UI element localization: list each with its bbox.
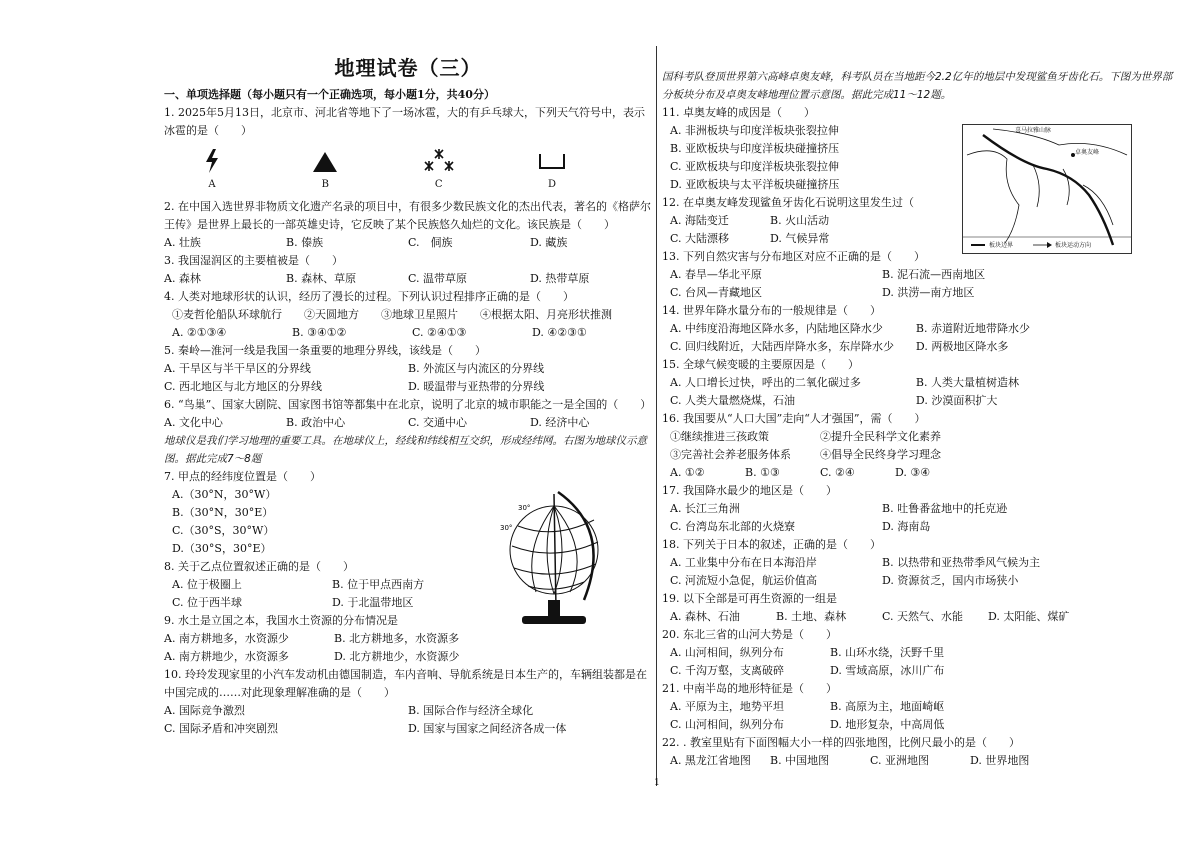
option: B. 位于甲点西南方 bbox=[332, 578, 425, 591]
question-6-options bbox=[164, 414, 652, 432]
option: C. 大陆漂移 bbox=[670, 232, 730, 245]
option: C. 山河相间，纵列分布 bbox=[670, 718, 785, 731]
question-17: 17. 我国降水最少的地区是（ ） bbox=[662, 484, 837, 497]
option: B. 高原为主，地面崎岖 bbox=[830, 700, 945, 713]
option: C. 温带草原 bbox=[408, 272, 468, 285]
plate-map-drawing bbox=[963, 125, 1131, 253]
exam-title: 地理试卷（三） bbox=[334, 56, 482, 80]
item: ④倡导全民终身学习理念 bbox=[820, 448, 941, 461]
option: A. 黑龙江省地图 bbox=[670, 754, 751, 767]
question-6: 6. “鸟巢”、国家大剧院、国家图书馆等都集中在北京，说明了北京的城市职能之一是全国的（ ） bbox=[164, 398, 652, 411]
option: C. 西北地区与北方地区的分界线 bbox=[164, 380, 323, 393]
weather-option-c bbox=[409, 148, 469, 194]
page-number: 1 bbox=[654, 778, 660, 788]
question-16-items bbox=[662, 428, 970, 464]
question-17-options bbox=[662, 500, 1094, 536]
option: D. 地形复杂，中高周低 bbox=[830, 718, 945, 731]
option: B. 北方耕地多，水资源多 bbox=[334, 632, 460, 645]
intro-11-12: 国科考队登顶世界第六高峰卓奥友峰，科考队员在当地距今2.2亿年的地层中发现鲨鱼牙齿化石。下图为世界部分板块分布及卓奥友峰地理位置示意图。据此完成11～12题。 bbox=[662, 71, 1173, 101]
lat-label: 30° bbox=[518, 504, 531, 512]
option: A. 中纬度沿海地区降水多，内陆地区降水少 bbox=[670, 322, 883, 335]
question-14: 14. 世界年降水量分布的一般规律是（ ） bbox=[662, 304, 881, 317]
option: A. 森林 bbox=[164, 272, 201, 285]
option: A. 工业集中分布在日本海沿岸 bbox=[670, 556, 817, 569]
option-label: A bbox=[208, 179, 216, 190]
option: A. 南方耕地少，水资源多 bbox=[164, 650, 289, 663]
question-20: 20. 东北三省的山河大势是（ ） bbox=[662, 628, 837, 641]
option: B. 赤道附近地带降水少 bbox=[915, 322, 1030, 335]
weather-option-d bbox=[522, 148, 582, 194]
option: D. 热带草原 bbox=[530, 272, 590, 285]
option: D. 气候异常 bbox=[770, 232, 830, 245]
option-label: D bbox=[547, 179, 556, 190]
question-3-options bbox=[164, 270, 652, 288]
option: B. ③④①② bbox=[292, 326, 347, 339]
option: D. 北方耕地少，水资源少 bbox=[334, 650, 460, 663]
question-13: 13. 下列自然灾害与分布地区对应不正确的是（ ） bbox=[662, 250, 925, 263]
option: A. 森林、石油 bbox=[670, 610, 740, 623]
plate-map bbox=[962, 124, 1132, 254]
option: B. 政治中心 bbox=[286, 416, 346, 429]
option: D.（30°S，30°E） bbox=[172, 542, 272, 555]
question-11-options bbox=[662, 122, 958, 194]
option: C. ②④ bbox=[820, 466, 855, 479]
question-2-options bbox=[164, 234, 652, 252]
left-column bbox=[164, 52, 652, 738]
option: C.（30°S，30°W） bbox=[172, 524, 275, 537]
triangle-hail-icon bbox=[311, 148, 339, 174]
option: D. 两极地区降水多 bbox=[915, 340, 1009, 353]
option: B. 外流区与内流区的分界线 bbox=[408, 362, 545, 375]
option: D. 海南岛 bbox=[882, 520, 931, 533]
option: B. 山环水绕，沃野千里 bbox=[830, 646, 945, 659]
question-21: 21. 中南半岛的地形特征是（ ） bbox=[662, 682, 837, 695]
question-21-options bbox=[662, 698, 990, 734]
option: A. 长江三角洲 bbox=[670, 502, 740, 515]
question-14-options bbox=[662, 320, 1094, 356]
option: A. 春旱—华北平原 bbox=[670, 268, 762, 281]
question-9: 9. 水土是立国之本，我国水土资源的分布情况是 bbox=[164, 614, 398, 627]
option: C. 天然气、水能 bbox=[882, 610, 964, 623]
lightning-icon bbox=[202, 148, 222, 174]
intro-7-8: 地球仪是我们学习地理的重要工具。在地球仪上，经线和纬线相互交织，形成经纬网。右图为地球仪示意图。据此完成7～8题 bbox=[164, 435, 647, 465]
map-label-peak: 卓奥友峰 bbox=[1075, 149, 1100, 156]
question-18: 18. 下列关于日本的叙述，正确的是（ ） bbox=[662, 538, 881, 551]
option: A. 国际竞争激烈 bbox=[164, 704, 245, 717]
weather-symbols bbox=[182, 148, 582, 194]
option: B.（30°N，30°E） bbox=[172, 506, 274, 519]
question-20-options bbox=[662, 644, 990, 680]
question-18-options bbox=[662, 554, 1094, 590]
option: C. 交通中心 bbox=[408, 416, 468, 429]
question-22: 22. . 教室里贴有下面图幅大小一样的四张地图，比例尺最小的是（ ） bbox=[662, 736, 1020, 749]
option: A. 壮族 bbox=[164, 236, 201, 249]
option: D. ③④ bbox=[895, 466, 931, 479]
question-19-options bbox=[662, 608, 1094, 626]
question-15-options bbox=[662, 374, 1094, 410]
option: C. 台风—青藏地区 bbox=[670, 286, 763, 299]
option: B. ①③ bbox=[745, 466, 780, 479]
item: ③完善社会养老服务体系 bbox=[670, 448, 791, 461]
question-16-options bbox=[662, 464, 970, 482]
map-legend-direction: 板块运动方向 bbox=[1055, 242, 1092, 249]
option: A. 文化中心 bbox=[164, 416, 223, 429]
option: B. 泥石流—西南地区 bbox=[882, 268, 986, 281]
option: A. 南方耕地多，水资源少 bbox=[164, 632, 289, 645]
question-7: 7. 甲点的经纬度位置是（ ） bbox=[164, 470, 321, 483]
weather-option-a bbox=[182, 148, 242, 194]
option: C. 国际矛盾和冲突剧烈 bbox=[164, 722, 279, 735]
question-10-options bbox=[164, 702, 652, 738]
option: A. ②①③④ bbox=[172, 326, 227, 339]
question-10: 10. 玲玲发现家里的小汽车发动机由德国制造，车内音响、导航系统是日本生产的，车辆组装都是在中国完成的……对此现象理解准确的是（ ） bbox=[164, 668, 647, 699]
map-label-himalaya: 喜马拉雅山脉 bbox=[1015, 127, 1052, 134]
question-9-options bbox=[164, 630, 504, 666]
option: A. 非洲板块与印度洋板块张裂拉伸 bbox=[670, 124, 839, 137]
lat-label: 30° bbox=[500, 524, 513, 532]
question-1: 1. 2025年5月13日，北京市、河北省等地下了一场冰雹，大的有乒乓球大，下列天气符号中，表示冰雹的是（ ） bbox=[164, 106, 645, 137]
question-16: 16. 我国要从“人口大国”走向“人才强国”，需（ ） bbox=[662, 412, 926, 425]
option: D. 藏族 bbox=[530, 236, 568, 249]
option: A. 位于极圈上 bbox=[172, 578, 242, 591]
option: B. 亚欧板块与印度洋板块碰撞挤压 bbox=[670, 142, 840, 155]
option: A. ①② bbox=[670, 466, 705, 479]
option-label: C bbox=[434, 179, 443, 190]
option: C. 亚欧板块与印度洋板块张裂拉伸 bbox=[670, 160, 840, 173]
option: C. 侗族 bbox=[408, 236, 453, 249]
option: D. 世界地图 bbox=[970, 754, 1030, 767]
option: B. 森林、草原 bbox=[286, 272, 357, 285]
option: C. 回归线附近，大陆西岸降水多，东岸降水少 bbox=[670, 340, 895, 353]
question-22-options bbox=[662, 752, 1070, 770]
option: B. 吐鲁番盆地中的托克逊 bbox=[882, 502, 1008, 515]
question-8-options bbox=[164, 576, 492, 612]
option: A. 人口增长过快，呼出的二氧化碳过多 bbox=[670, 376, 861, 389]
question-4-options bbox=[164, 324, 652, 342]
question-5-options bbox=[164, 360, 652, 396]
question-19: 19. 以下全部是可再生资源的一组是 bbox=[662, 592, 837, 605]
option-label: B bbox=[321, 179, 329, 190]
item: ①继续推进三孩政策 bbox=[670, 430, 769, 443]
option: D. 亚欧板块与太平洋板块碰撞挤压 bbox=[670, 178, 840, 191]
option: B. 中国地图 bbox=[770, 754, 830, 767]
option: B. 傣族 bbox=[286, 236, 324, 249]
right-column bbox=[662, 68, 1173, 770]
option: C. ②④①③ bbox=[412, 326, 467, 339]
option: C. 亚洲地图 bbox=[870, 754, 930, 767]
option: A. 干旱区与半干旱区的分界线 bbox=[164, 362, 311, 375]
section-heading: 一、单项选择题（每小题只有一个正确选项，每小题1分，共40分） bbox=[164, 88, 495, 101]
column-divider bbox=[656, 46, 657, 786]
question-11: 11. 卓奥友峰的成因是（ ） bbox=[662, 106, 815, 119]
globe-diagram bbox=[498, 490, 616, 630]
option: D. 经济中心 bbox=[530, 416, 590, 429]
question-5: 5. 秦岭—淮河一线是我国一条重要的地理分界线，该线是（ ） bbox=[164, 344, 486, 357]
option: D. ④②③① bbox=[532, 326, 587, 339]
option: A.（30°N，30°W） bbox=[172, 488, 277, 501]
question-7-options bbox=[164, 486, 492, 558]
option: B. 以热带和亚热带季风气候为主 bbox=[882, 556, 1041, 569]
option: B. 人类大量植树造林 bbox=[915, 376, 1019, 389]
question-13-options bbox=[662, 266, 1094, 302]
option: D. 资源贫乏，国内市场狭小 bbox=[882, 574, 1019, 587]
option: A. 山河相间，纵列分布 bbox=[670, 646, 784, 659]
question-4-items: ①麦哲伦船队环球航行 ②天圆地方 ③地球卫星照片 ④根据太阳、月亮形状推测 bbox=[172, 308, 612, 321]
snowflakes-icon bbox=[422, 148, 456, 174]
bracket-symbol-icon bbox=[537, 148, 567, 174]
option: D. 雪域高原，冰川广布 bbox=[830, 664, 945, 677]
question-15: 15. 全球气候变暖的主要原因是（ ） bbox=[662, 358, 859, 371]
option: A. 海陆变迁 bbox=[670, 214, 729, 227]
option: B. 国际合作与经济全球化 bbox=[408, 704, 534, 717]
option: D. 于北温带地区 bbox=[332, 596, 414, 609]
option: C. 人类大量燃烧煤，石油 bbox=[670, 394, 796, 407]
question-12: 12. 在卓奥友峰发现鲨鱼牙齿化石说明这里发生过（ bbox=[662, 196, 914, 209]
option: C. 河流短小急促，航运价值高 bbox=[670, 574, 818, 587]
question-12-options bbox=[662, 212, 870, 248]
option: C. 千沟万壑，支离破碎 bbox=[670, 664, 785, 677]
question-3: 3. 我国湿润区的主要植被是（ ） bbox=[164, 254, 343, 267]
map-legend-boundary: 板块边界 bbox=[989, 242, 1014, 249]
option: A. 平原为主，地势平坦 bbox=[670, 700, 784, 713]
question-4: 4. 人类对地球形状的认识，经历了漫长的过程。下列认识过程排序正确的是（ ） bbox=[164, 290, 574, 303]
option: D. 太阳能、煤矿 bbox=[988, 610, 1070, 623]
option: C. 位于西半球 bbox=[172, 596, 243, 609]
option: B. 土地、森林 bbox=[776, 610, 847, 623]
option: D. 暖温带与亚热带的分界线 bbox=[408, 380, 545, 393]
item: ②提升全民科学文化素养 bbox=[820, 430, 941, 443]
weather-option-b bbox=[295, 148, 355, 194]
option: D. 洪涝—南方地区 bbox=[882, 286, 975, 299]
option: C. 台湾岛东北部的火烧寮 bbox=[670, 520, 796, 533]
question-2: 2. 在中国入选世界非物质文化遗产名录的项目中，有很多少数民族文化的杰出代表，著名的《格萨尔王传》是世界上最长的一部英雄史诗，它反映了某个民族悠久灿烂的文化。该民族是（ ） bbox=[164, 200, 651, 231]
option: D. 沙漠面积扩大 bbox=[915, 394, 998, 407]
option: D. 国家与国家之间经济各成一体 bbox=[408, 722, 567, 735]
option: B. 火山活动 bbox=[770, 214, 830, 227]
question-8: 8. 关于乙点位置叙述正确的是（ ） bbox=[164, 560, 354, 573]
